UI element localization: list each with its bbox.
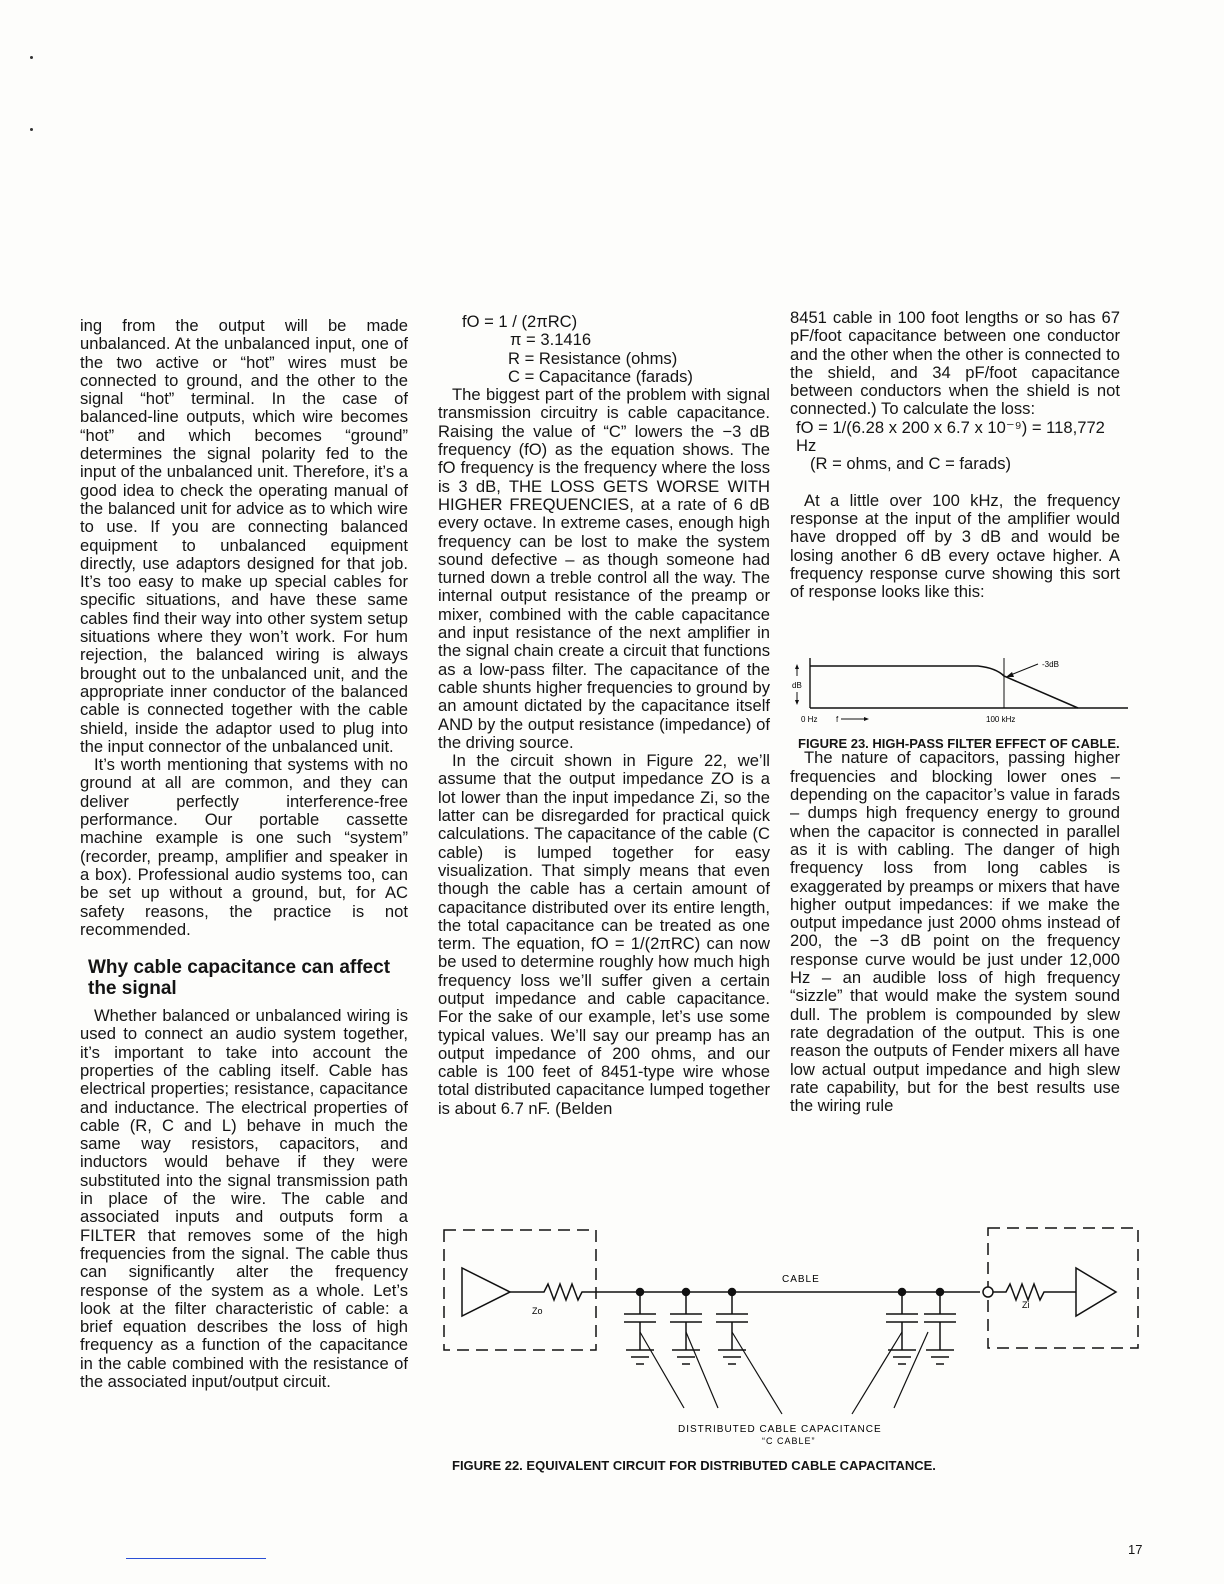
scan-speck xyxy=(30,56,33,59)
output-stage-box xyxy=(444,1230,596,1350)
zi-resistor xyxy=(993,1284,1076,1300)
equation-block xyxy=(438,313,770,386)
footer-rule xyxy=(126,1558,266,1559)
label-db: dB xyxy=(792,681,802,690)
paragraph: Whether balanced or unbalanced wiring is used to connect an audio system together, it’s important to take into account the properties of the cabling itself. Cable has electrical properties; resistance, capacitance and inductance. The electrical properties of cable (R, C and L) behave in much the same way resistors, capacitors, and inductors would behave if they were substituted into the signal transmission path in place of the wire. The cable and associated inputs and outputs form a FILTER that removes some of the high frequencies from the signal. The cable thus can significantly alter the frequency response of the system as a whole. Let’s look at the filter characteristic of cable: a brief equation describes the loss of high frequency as a function of the capacitance in the cable combined with the resistance of the associated input/output circuit. xyxy=(80,1006,408,1392)
equation-definition: (R = ohms, and C = farads) xyxy=(810,454,1012,474)
label-3db: -3dB xyxy=(1042,660,1059,669)
label-cable: CABLE xyxy=(782,1274,820,1285)
pointer-line xyxy=(852,1332,902,1414)
equation: fO = 1 / (2πRC) xyxy=(462,312,578,331)
up-arrow-head xyxy=(795,664,799,669)
paragraph: At a little over 100 kHz, the frequency response at the input of the amplifier would have dropped off by 3 dB and would be losing another 6 dB every octave higher. A frequency response curve showing this sort of response looks like this: xyxy=(790,490,1120,602)
pointer-line xyxy=(732,1332,782,1414)
f-arrow-head xyxy=(864,717,869,721)
scan-speck xyxy=(30,128,33,131)
figure-23-response-curve xyxy=(788,652,1128,728)
equation: fO = 1/(6.28 x 200 x 6.7 x 10⁻⁹) = 118,772 Hz xyxy=(796,417,1105,456)
paragraph: It’s worth mentioning that systems with no ground at all are common, and they can deliver perfectly interference-free performance. Our portable cassette machine example is one such “system” (recorder, preamp, amplifier and speaker in a box). Professional audio systems too, can be set up without a ground, but, for AC safety reasons, the practice is not recommended. xyxy=(80,755,408,939)
input-amplifier xyxy=(1076,1268,1116,1316)
figure-22-caption: FIGURE 22. EQUIVALENT CIRCUIT FOR DISTRIBUTED CABLE CAPACITANCE. xyxy=(452,1458,936,1473)
pointer-line xyxy=(640,1332,684,1408)
section-heading: Why cable capacitance can affect the signal xyxy=(88,957,391,1000)
pointer-line xyxy=(894,1332,928,1408)
down-arrow-head xyxy=(795,700,799,705)
label-zi: Zi xyxy=(1022,1300,1030,1310)
label-100khz: 100 kHz xyxy=(986,715,1016,724)
equation-definition: R = Resistance (ohms) xyxy=(508,348,678,368)
figure-22-circuit xyxy=(440,1218,1150,1454)
input-stage-box xyxy=(988,1228,1138,1348)
input-terminal xyxy=(983,1287,993,1297)
text-column-2 xyxy=(438,313,770,1118)
page-number: 17 xyxy=(1128,1542,1143,1557)
capacitor-group xyxy=(624,1289,956,1365)
paragraph: ing from the output will be made unbalanced. At the unbalanced input, one of the two active or “hot” wires must be connected to ground, and the other to the signal “hot” terminal. In the case of balanced-line outputs, which wire becomes “hot” and which becomes “ground” determines the signal polarity fed to the input of the unbalanced unit. Therefore, it’s a good idea to check the operating manual of the balanced unit for advice as to which wire to use. If you are connecting balanced equipment to unbalanced equipment directly, use adaptors designed for that job. It’s too easy to make up special cables for specific situations, and have these same cables find their way into other system setup situations where they won’t work. For hum rejection, the balanced wiring is always brought out to the unbalanced unit, and the appropriate inner conductor of the balanced cable is connected together with the cable shield, inside the adaptor used to plug into the input connector of the unbalanced unit. xyxy=(80,316,408,756)
zo-resistor xyxy=(510,1284,598,1300)
label-distributed: DISTRIBUTED CABLE CAPACITANCE xyxy=(678,1424,882,1435)
output-amplifier xyxy=(462,1268,510,1316)
label-f: f xyxy=(836,715,839,724)
figure-23-caption: FIGURE 23. HIGH-PASS FILTER EFFECT OF CABLE. xyxy=(798,736,1120,751)
equation-definition: C = Capacitance (farads) xyxy=(508,366,693,386)
paragraph: 8451 cable in 100 foot lengths or so has 67 pF/foot capacitance between one conductor and the other when the other is connected to the shield, and 34 pF/foot capacitance between conductors when the shield is not connected.) To calculate the loss: xyxy=(790,308,1120,419)
paragraph: The nature of capacitors, passing higher frequencies and blocking lower ones – depending on the capacitor’s value in farads – dumps high frequency energy to ground when the capacitor is connected in parallel as it is with cabling. The danger of high frequency loss from long cables is exaggerated by preamps or mixers that have higher output impedances: if we make the output impedance just 2000 ohms instead of 200, the −3 dB point on the frequency response curve would be just under 12,000 Hz – an audible loss of high frequency “sizzle” that would make the system sound dull. The problem is compounded by slew rate degradation of the output. This is one reason the outputs of Fender mixers all have low actual output impedance and high slew rate capability, but for the best results use the wiring rule xyxy=(790,748,1120,1116)
text-column-1 xyxy=(80,317,408,1391)
label-zo: Zo xyxy=(532,1306,543,1316)
paragraph: The biggest part of the problem with signal transmission circuitry is cable capacitance. Raising the value of “C” lowers the −3 dB frequency (fO) as the equation shows. The fO frequency is the frequency where the loss is 3 dB, THE LOSS GETS WORSE WITH HIGHER FREQUENCIES, at a rate of 6 dB every octave. In extreme cases, enough high frequency can be lost to make the system sound defective – as though someone had turned down a treble control all the way. The internal output resistance of the preamp or mixer, combined with the cable capacitance and input resistance of the next amplifier in the signal chain create a circuit that functions as a low-pass filter. The capacitance of the cable shunts higher frequencies to ground by an amount dictated by the capacitance itself AND by the output resistance (impedance) of the driving source. xyxy=(438,385,770,752)
label-0hz: 0 Hz xyxy=(801,715,818,724)
paragraph: In the circuit shown in Figure 22, we’ll assume that the output impedance ZO is a lot lower than the input impedance Zi, so the latter can be disregarded for practical quick calculations. The capacitance of the cable (C cable) is lumped together for easy visualization. That simply means that even though the cable has a certain amount of capacitance distributed over its entire length, the total capacitance can be treated as one term. The equation, fO = 1/(2πRC) can now be used to determine roughly how much high frequency loss we’ll suffer given a certain output impedance and cable capacitance. For the sake of our example, let’s use some typical values. We’ll say our preamp has an output impedance of 200 ohms, and our cable is 100 feet of 8451-type wire whose total distributed capacitance lumped together is about 6.7 nF. (Belden xyxy=(438,751,770,1118)
pointer-line xyxy=(686,1332,718,1408)
equation-definition: π = 3.1416 xyxy=(510,330,592,350)
label-c-cable: “C CABLE” xyxy=(762,1436,816,1446)
response-curve xyxy=(810,666,1078,708)
arrow-head xyxy=(1006,672,1014,677)
